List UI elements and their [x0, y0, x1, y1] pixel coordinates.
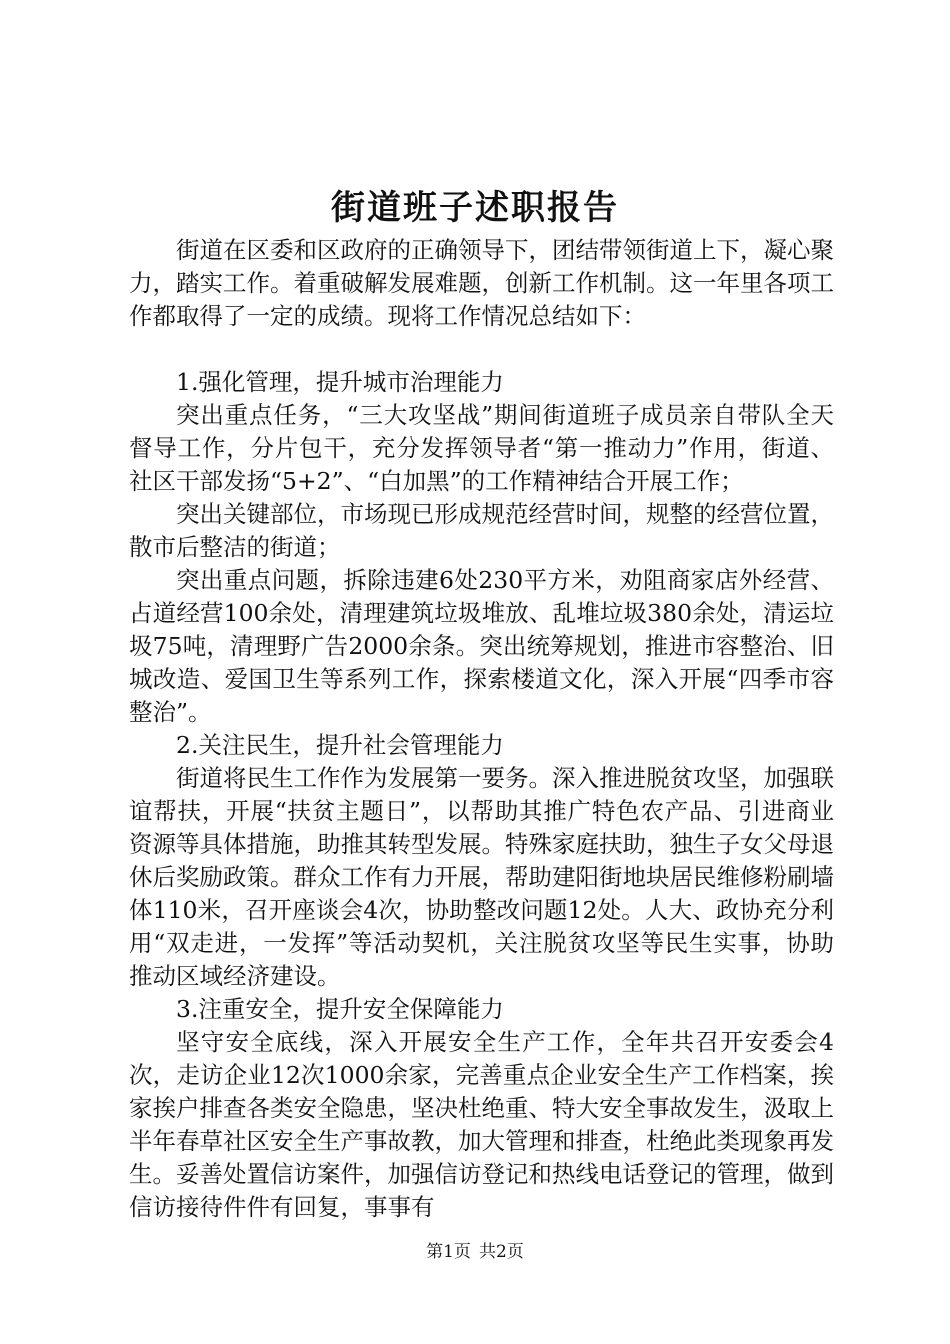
body-paragraph: 突出重点任务，“三大攻坚战”期间街道班子成员亲自带队全天督导工作，分片包干，充分发挥领导者“第一推动力”作用，街道、社区干部发扬“5+2”、“白加黑”的工作精神结合开展工作；: [129, 401, 834, 495]
section-heading-3: 3.注重安全，提升安全保障能力: [176, 995, 504, 1023]
document-body: [129, 234, 834, 1224]
page-number: 第1页: [426, 1242, 471, 1262]
page-footer: [0, 1240, 950, 1264]
body-paragraph: 突出关键部位，市场现已形成规范经营时间，规整的经营位置，散市后整洁的街道；: [129, 500, 834, 561]
page-total: 共2页: [479, 1242, 524, 1262]
document-title: 街道班子述职报告: [331, 188, 619, 228]
intro-paragraph: 街道在区委和区政府的正确领导下，团结带领街道上下，凝心聚力，踏实工作。着重破解发展难题，创新工作机制。这一年里各项工作都取得了一定的成绩。现将工作情况总结如下：: [129, 236, 834, 330]
section-heading-2: 2.关注民生，提升社会管理能力: [176, 731, 504, 759]
section-heading-1: 1.强化管理，提升城市治理能力: [176, 368, 504, 396]
body-paragraph: 突出重点问题，拆除违建6处230平方米，劝阻商家店外经营、占道经营100余处，清理建筑垃圾堆放、乱堆垃圾380余处，清运垃圾75吨，清理野广告2000余条。突出统筹规划，推进市容整治、旧城改造、爱国卫生等系列工作，探索楼道文化，深入开展“四季市容整治”。: [129, 566, 834, 726]
body-paragraph: 街道将民生工作作为发展第一要务。深入推进脱贫攻坚，加强联谊帮扶，开展“扶贫主题日”，以帮助其推广特色农产品、引进商业资源等具体措施，助推其转型发展。特殊家庭扶助，独生子女父母退休后奖励政策。群众工作有力开展，帮助建阳街地块居民维修粉刷墙体110米，召开座谈会4次，协助整改问题12处。人大、政协充分利用“双走进，一发挥”等活动契机，关注脱贫攻坚等民生实事，协助推动区域经济建设。: [129, 764, 834, 990]
body-paragraph: 坚守安全底线，深入开展安全生产工作，全年共召开安委会4次，走访企业12次1000余家，完善重点企业安全生产工作档案，挨家挨户排查各类安全隐患，坚决杜绝重、特大安全事故发生，汲取上半年春草社区安全生产事故教，加大管理和排查，杜绝此类现象再发生。妥善处置信访案件，加强信访登记和热线电话登记的管理，做到信访接待件件有回复，事事有: [129, 1028, 834, 1221]
